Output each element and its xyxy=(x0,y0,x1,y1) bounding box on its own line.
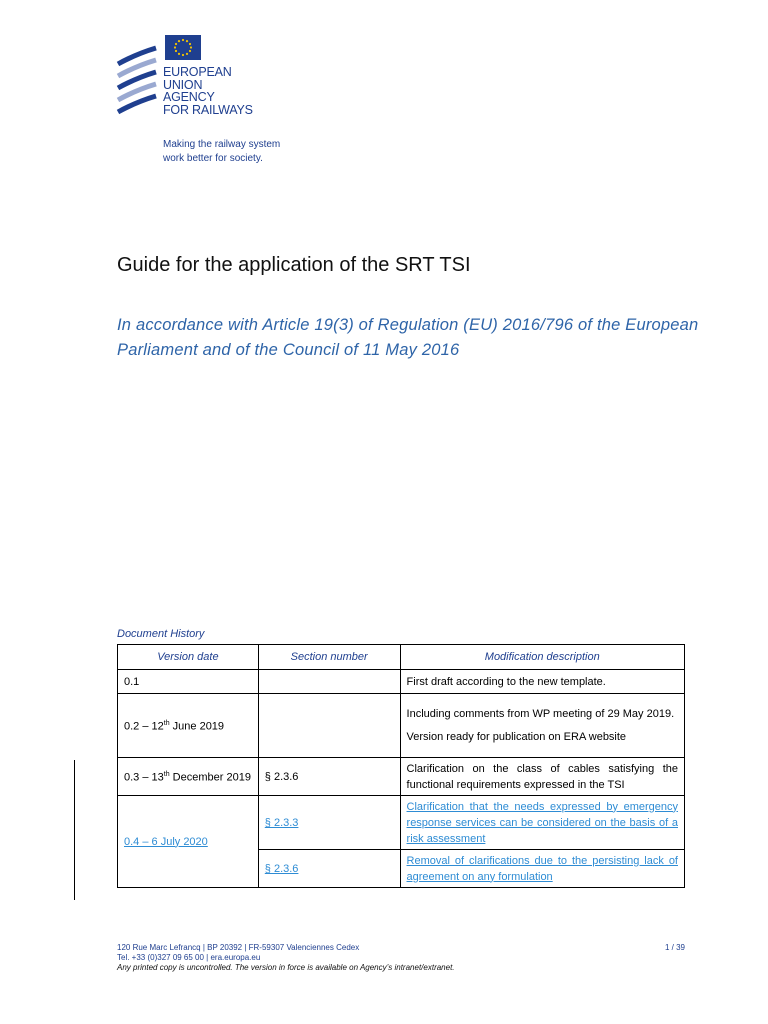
description-cell: First draft according to the new template. xyxy=(400,670,684,694)
document-title: Guide for the application of the SRT TSI xyxy=(117,254,471,276)
section-link[interactable]: § 2.3.6 xyxy=(264,862,299,875)
section-cell xyxy=(258,670,400,694)
description-paragraph: Version ready for publication on ERA website xyxy=(406,731,627,743)
version-cell: 0.1 xyxy=(118,670,259,694)
version-text-end: June 2019 xyxy=(169,720,225,733)
change-bar xyxy=(74,760,75,900)
description-link[interactable]: Removal of clarifications due to the persisting lack of agreement on any formulation xyxy=(406,854,678,883)
version-text: 0.3 – 13 xyxy=(124,771,164,784)
logo-line-4: FOR RAILWAYS xyxy=(163,102,253,117)
description-link[interactable]: Clarification that the needs expressed by emergency response services can be considered on the basis of a risk assessment xyxy=(406,800,678,845)
version-cell xyxy=(118,796,259,888)
table-row xyxy=(118,670,685,694)
version-link[interactable]: 0.4 – 6 July 2020 xyxy=(124,835,208,848)
version-text: 0.2 – 12 xyxy=(124,720,164,733)
footer-disclaimer: Any printed copy is uncontrolled. The version in force is available on Agency’s intranet/extranet. xyxy=(117,963,455,972)
logo-line-3: AGENCY xyxy=(163,90,215,104)
version-cell xyxy=(118,694,259,758)
footer-contact: Tel. +33 (0)327 09 65 00 | era.europa.eu xyxy=(117,953,261,962)
page-number: 1 / 39 xyxy=(664,943,685,952)
description-paragraph: Including comments from WP meeting of 29 May 2019. xyxy=(406,708,675,720)
version-cell xyxy=(118,758,259,796)
header-section-number: Section number xyxy=(258,645,400,670)
table-row xyxy=(118,758,685,796)
table-row xyxy=(118,796,685,850)
description-cell xyxy=(400,694,684,758)
section-cell xyxy=(258,796,400,850)
description-cell xyxy=(400,796,684,850)
tagline xyxy=(163,138,280,166)
tagline-line-2: work better for society. xyxy=(163,153,263,164)
document-history-label: Document History xyxy=(117,628,205,640)
version-text-end: December 2019 xyxy=(169,771,251,784)
logo-line-1: EUROPEAN xyxy=(163,65,232,79)
description-cell xyxy=(400,850,684,888)
tagline-line-1: Making the railway system xyxy=(163,139,281,150)
section-link[interactable]: § 2.3.3 xyxy=(264,816,299,829)
era-logo xyxy=(112,34,272,124)
section-cell xyxy=(258,694,400,758)
footer-address: 120 Rue Marc Lefrancq | BP 20392 | FR-59307 Valenciennes Cedex xyxy=(117,943,360,952)
page-footer xyxy=(117,943,685,973)
document-subtitle: In accordance with Article 19(3) of Regulation (EU) 2016/796 of the European Parliament and of the Council of 11 May 2016 xyxy=(117,316,699,359)
description-cell: Clarification on the class of cables satisfying the functional requirements expressed in the TSI xyxy=(400,758,684,796)
version-superscript: th xyxy=(163,771,170,779)
document-history-table xyxy=(117,644,685,888)
logo-line-2: UNION xyxy=(163,77,203,92)
table-row xyxy=(118,694,685,758)
header-version-date: Version date xyxy=(118,645,259,670)
table-header-row xyxy=(118,645,685,670)
version-superscript: th xyxy=(163,720,170,728)
section-cell xyxy=(258,850,400,888)
section-cell: § 2.3.6 xyxy=(258,758,400,796)
header-modification-description: Modification description xyxy=(400,645,684,670)
logo-wordmark xyxy=(163,66,253,116)
